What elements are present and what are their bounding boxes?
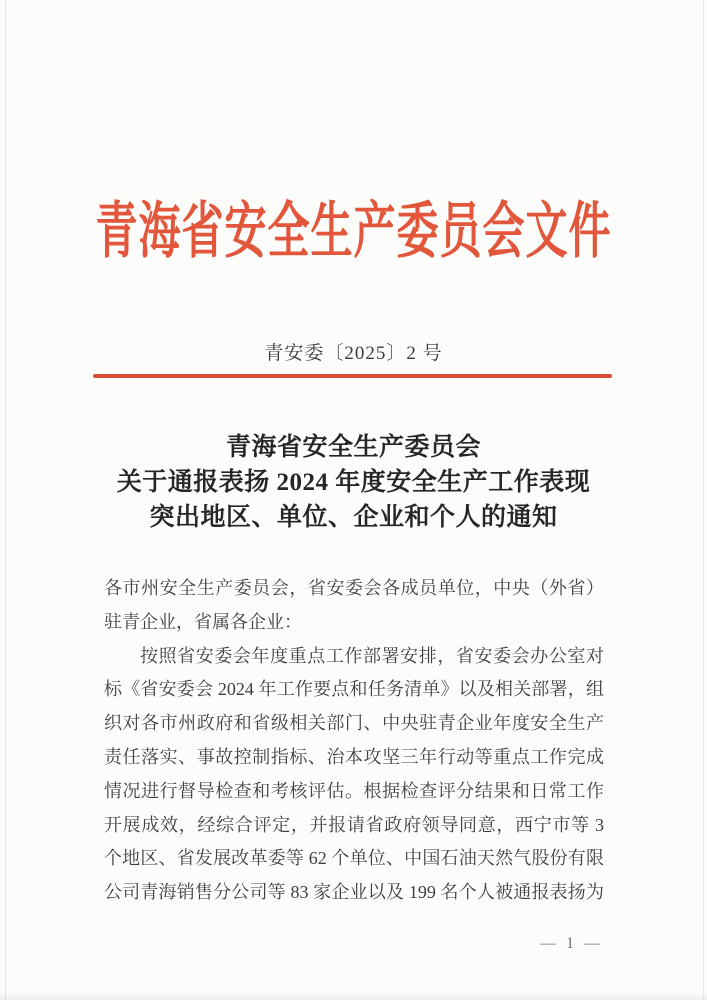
body-line: 各市州安全生产委员会，省安委会各成员单位，中央（外省）: [104, 578, 604, 598]
body-line: 织对各市州政府和省级相关部门、中央驻青企业年度安全生产: [104, 713, 604, 734]
body-line: 驻青企业，省属各企业：: [104, 611, 302, 632]
body-text: [104, 572, 604, 910]
body-line: 按照省安委会年度重点工作部署安排，省安委会办公室对: [140, 645, 604, 666]
red-divider: [93, 374, 612, 378]
doc-title-line: 青海省安全生产委员会: [225, 434, 481, 461]
body-line: 个地区、省发展改革委等 62 个单位、中国石油天然气股份有限: [104, 848, 604, 869]
body-line: 情况进行督导检查和考核评估。根据检查评分结果和日常工作: [104, 780, 604, 801]
body-line: 开展成效，经综合评定，并报请省政府领导同意，西宁市等 3: [104, 814, 604, 835]
letterhead: 青海省安全生产委员会文件: [95, 199, 612, 266]
doc-title-line: 关于通报表扬 2024 年度安全生产工作表现: [116, 469, 591, 496]
body-line: 责任落实、事故控制指标、治本攻坚三年行动等重点工作完成: [104, 746, 604, 767]
doc-title-line: 突出地区、单位、企业和个人的通知: [149, 504, 558, 531]
paper-edge-bottom: [0, 992, 707, 1000]
doc-number: 青安委〔2025〕2 号: [264, 343, 443, 364]
body-line: 公司青海销售分公司等 83 家企业以及 199 名个人被通报表扬为: [104, 882, 604, 903]
doc-title: [0, 430, 707, 535]
body-line: 标《省安委会 2024 年工作要点和任务清单》以及相关部署，组: [104, 679, 604, 700]
page-number: — 1 —: [540, 935, 603, 952]
